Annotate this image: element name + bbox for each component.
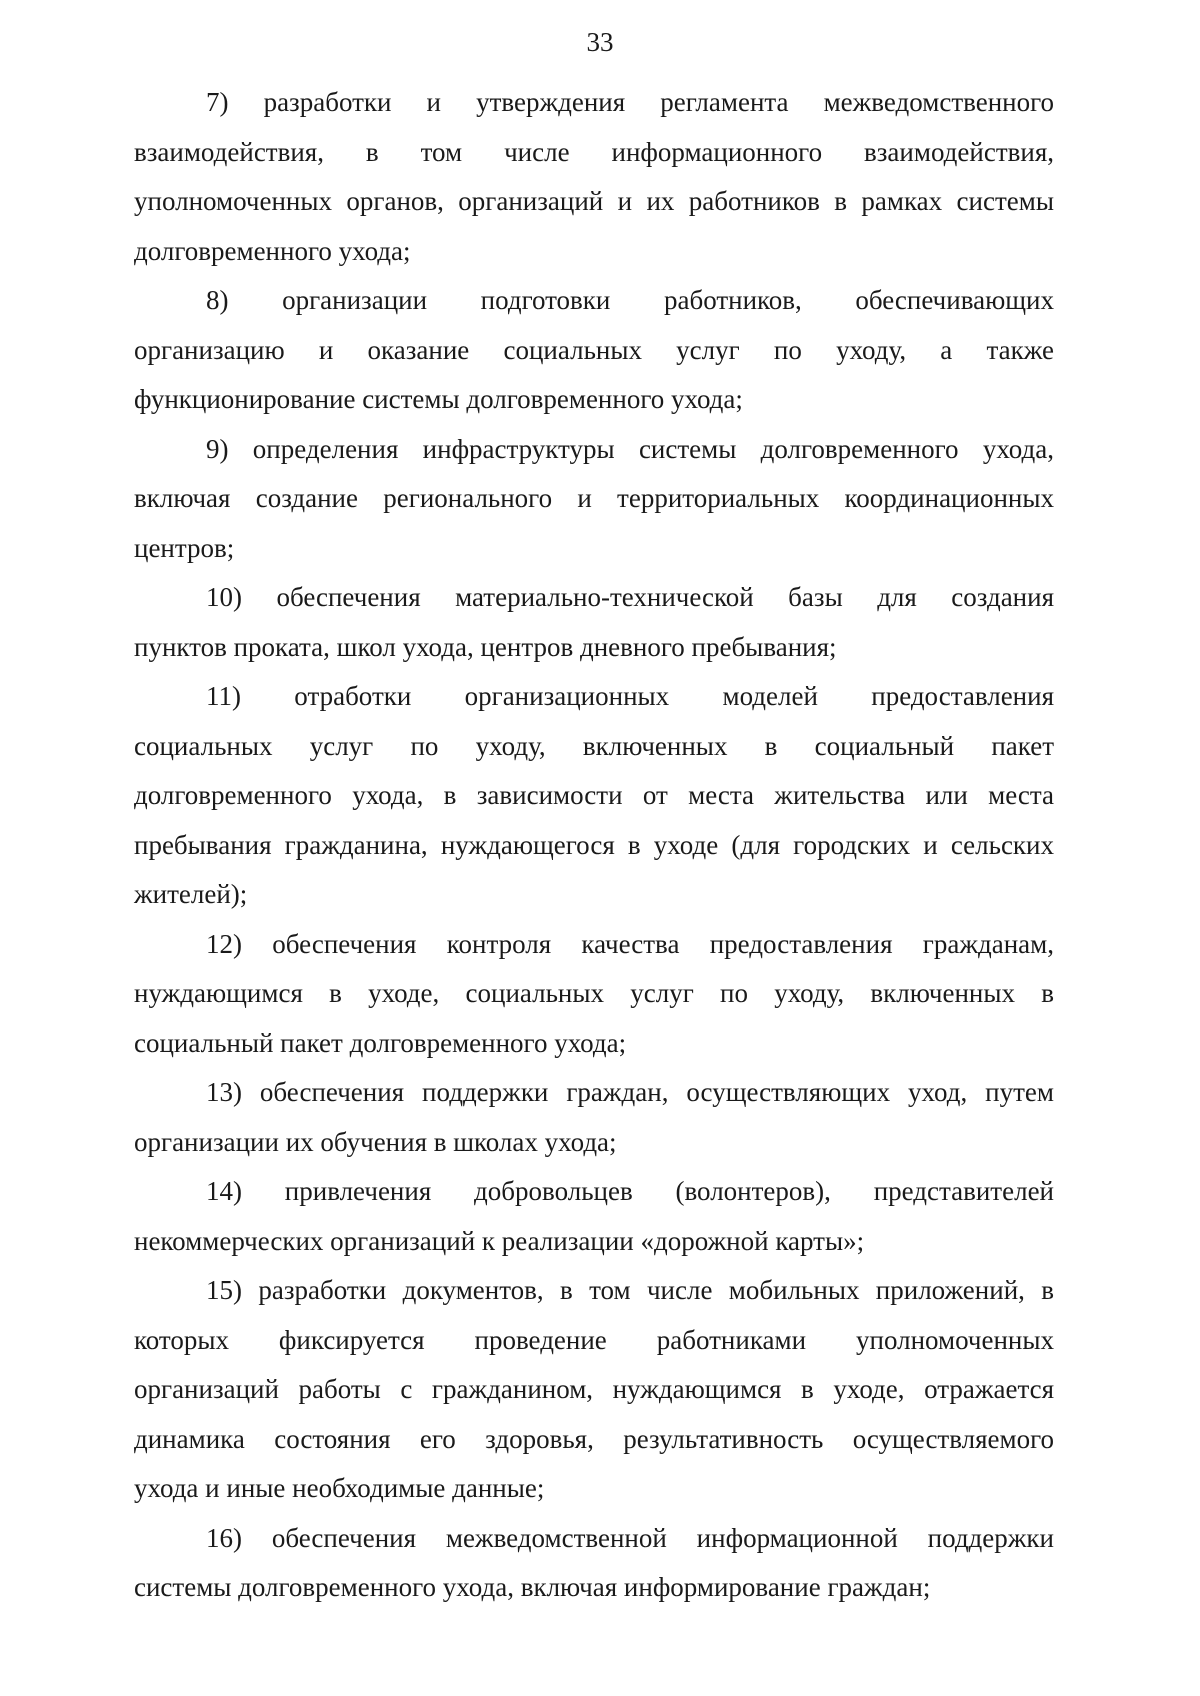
page-number: 33: [586, 27, 614, 57]
text-line: 10) обеспечения материально-технической базы для создания: [206, 582, 1054, 612]
text-line: организации их обучения в школах ухода;: [134, 1126, 617, 1157]
text-line: жителей);: [134, 879, 248, 909]
text-line: уполномоченных органов, организаций и их работников в рамках системы: [134, 186, 1054, 216]
text-line: 14) привлечения добровольцев (волонтеров), представителей: [206, 1176, 1054, 1206]
list-item: [134, 425, 1054, 574]
text-line: которых фиксируется проведение работниками уполномоченных: [134, 1324, 1054, 1355]
text-line: 8) организации подготовки работников, обеспечивающих: [206, 285, 1054, 315]
text-line: динамика состояния его здоровья, результативность осуществляемого: [134, 1423, 1054, 1454]
text-line: 16) обеспечения межведомственной информационной поддержки: [206, 1522, 1054, 1553]
text-line: пребывания гражданина, нуждающегося в уходе (для городских и сельских: [134, 829, 1054, 860]
list-item: [134, 1514, 1054, 1613]
text-line: системы долговременного ухода, включая информирование граждан;: [134, 1572, 931, 1602]
text-line: 13) обеспечения поддержки граждан, осуществляющих уход, путем: [206, 1077, 1054, 1107]
text-line: пунктов проката, школ ухода, центров дневного пребывания;: [134, 631, 837, 662]
list-item: [134, 920, 1054, 1069]
list-item: [134, 1167, 1054, 1266]
text-line: социальный пакет долговременного ухода;: [134, 1027, 627, 1058]
text-line: некоммерческих организаций к реализации «дорожной карты»;: [134, 1225, 865, 1256]
text-line: включая создание регионального и территориальных координационных: [134, 483, 1054, 513]
list-item: [134, 573, 1054, 672]
text-line: нуждающимся в уходе, социальных услуг по уходу, включенных в: [134, 978, 1054, 1008]
text-line: 15) разработки документов, в том числе мобильных приложений, в: [206, 1275, 1054, 1305]
text-line: 9) определения инфраструктуры системы долговременного ухода,: [206, 433, 1054, 464]
text-line: 7) разработки и утверждения регламента межведомственного: [206, 87, 1054, 117]
document-body: [134, 78, 1054, 1613]
text-line: 12) обеспечения контроля качества предоставления гражданам,: [206, 928, 1054, 959]
text-line: 11) отработки организационных моделей предоставления: [206, 681, 1054, 711]
text-line: центров;: [134, 532, 235, 563]
list-item: [134, 672, 1054, 920]
list-item: [134, 276, 1054, 425]
text-line: долговременного ухода, в зависимости от места жительства или места: [134, 780, 1054, 810]
text-line: ухода и иные необходимые данные;: [134, 1473, 545, 1503]
list-item: [134, 78, 1054, 276]
list-item: [134, 1266, 1054, 1514]
text-line: долговременного ухода;: [134, 235, 411, 266]
text-line: организаций работы с гражданином, нуждающимся в уходе, отражается: [134, 1374, 1054, 1404]
text-line: взаимодействия, в том числе информационного взаимодействия,: [134, 136, 1054, 167]
text-line: функционирование системы долговременного ухода;: [134, 384, 743, 414]
list-item: [134, 1068, 1054, 1167]
text-line: организацию и оказание социальных услуг по уходу, а также: [134, 334, 1054, 365]
text-line: социальных услуг по уходу, включенных в социальный пакет: [134, 730, 1054, 761]
